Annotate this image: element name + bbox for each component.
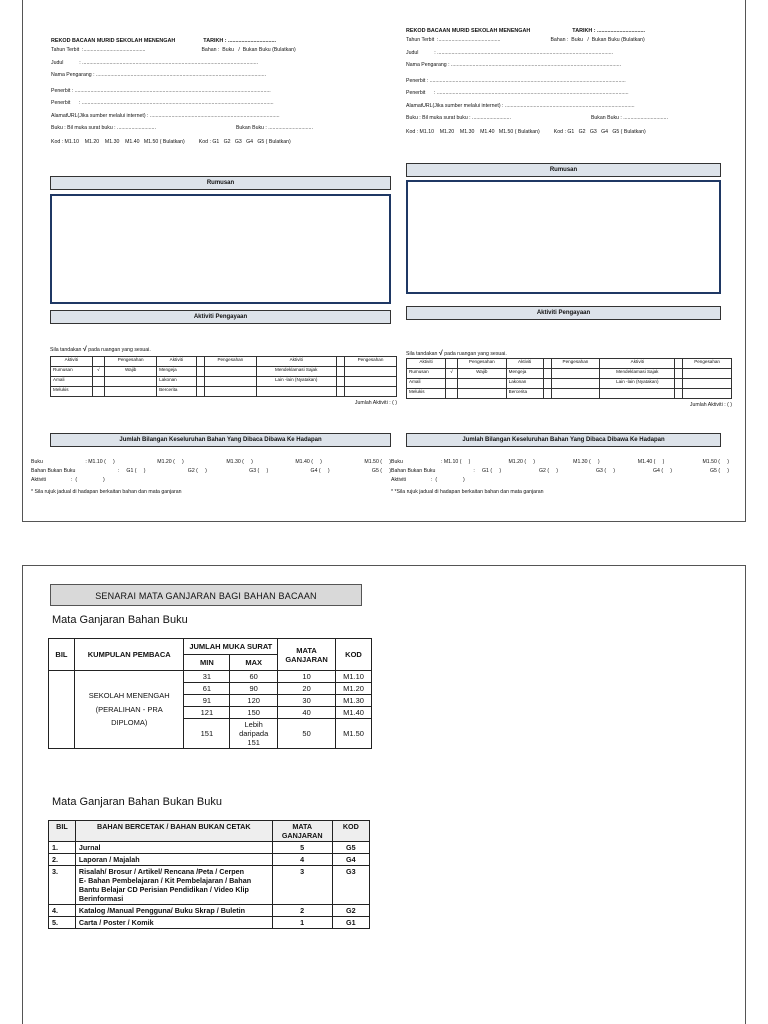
bukan-buku-field-right[interactable]: Bukan Buku : ............................... — [590, 114, 668, 121]
aktiviti-label-cell — [256, 387, 336, 397]
aktiviti-header-cell — [92, 357, 105, 367]
kod-row — [51, 139, 391, 145]
rumusan-heading-right: Rumusan — [406, 163, 721, 177]
total-cell: G2 ( ) — [187, 468, 207, 475]
aktiviti-pengayaan-heading-right: Aktiviti Pengayaan — [406, 306, 721, 320]
aktiviti-label-cell: Lakonan — [506, 379, 543, 389]
t2-kod-cell: G2 — [332, 905, 369, 917]
t1-min-cell: 31 — [184, 671, 230, 683]
aktiviti-row — [407, 369, 732, 379]
t2-bahan-cell: Risalah/ Brosur / Artikel/ Rencana /Peta / Cerpen E- Bahan Pembelajaran / Kit Pembelajaran / Bahan Bantu Belajar CD Perisian Pendidikan / Video Klip Berinformasi — [75, 866, 272, 905]
aktiviti-check-cell[interactable] — [345, 367, 397, 377]
t2-kod-cell: G5 — [332, 842, 369, 854]
aktiviti-check-cell[interactable] — [675, 369, 683, 379]
t2-bil-cell: 1. — [49, 842, 76, 854]
t1-kod-cell: M1.10 — [336, 671, 372, 683]
bil-muka-field-right[interactable]: Buku : Bil muka surat buku : ........................... — [406, 114, 511, 121]
total-cell: M1.20 ( ) — [508, 459, 536, 465]
total-cell: G3 ( ) — [595, 468, 616, 475]
t1-max-cell: 150 — [230, 707, 278, 719]
t2-bahan-cell: Laporan / Majalah — [75, 854, 272, 866]
total-cell: : M1.10 ( ) — [85, 459, 115, 465]
bil-muka-field[interactable]: Buku : Bil muka surat buku : ........................... — [51, 124, 156, 131]
sila-tandakan-text-right: Sila tandakan — [406, 351, 438, 357]
aktiviti-table — [50, 356, 397, 397]
t1-mata-cell: 30 — [278, 695, 336, 707]
totals-left — [31, 456, 391, 495]
aktiviti-table-right — [406, 358, 732, 399]
aktiviti-check-cell[interactable] — [196, 377, 204, 387]
aktiviti-check-cell[interactable] — [105, 387, 157, 397]
t2-bil-cell: 4. — [49, 905, 76, 917]
alamat-url-field-right[interactable]: AlamatURL(Jika sumber melalui internet) : .......................................................................................... — [406, 102, 635, 109]
aktiviti-check-cell[interactable] — [683, 389, 732, 399]
aktiviti-row — [407, 379, 732, 389]
total-cell: Buku — [31, 459, 43, 465]
t1-mata-cell: 10 — [278, 671, 336, 683]
check-mark-icon-right: √ — [438, 350, 443, 357]
sila-tandakan-note — [50, 346, 397, 354]
aktiviti-check-cell[interactable] — [92, 387, 105, 397]
record-form-right — [406, 0, 746, 135]
total-cell: M1.20 ( ) — [157, 459, 184, 465]
t2-bil-cell: 3. — [49, 866, 76, 905]
bahan-field-right[interactable]: Bahan : Buku / Bukan Buku (Bulatkan) — [550, 37, 645, 44]
t1-min-cell: 121 — [184, 707, 230, 719]
aktiviti-row — [51, 387, 397, 397]
rumusan-heading: Rumusan — [50, 176, 391, 190]
t1-min-cell: 61 — [184, 683, 230, 695]
total-cell: G5 ( ) — [371, 468, 391, 475]
form-title: REKOD BACAAN MURID SEKOLAH MENENGAH — [51, 38, 176, 44]
total-cell: G3 ( ) — [249, 468, 269, 475]
aktiviti-label-cell: Amali — [51, 377, 93, 387]
penerbit-field-right-1[interactable]: Penerbit : ........................................................................................................................................ — [406, 78, 626, 85]
sila-tandakan-rest-right: pada ruangan yang sesuai. — [444, 351, 507, 357]
t2-row — [49, 854, 370, 866]
aktiviti-label-cell: Lakonan — [157, 377, 196, 387]
check-mark-icon: √ — [82, 346, 87, 353]
aktiviti-label-cell: Amali — [407, 379, 446, 389]
muka-surat-row-right — [406, 115, 746, 121]
aktiviti-check-cell[interactable] — [675, 379, 683, 389]
t2-row — [49, 917, 370, 929]
total-cell: Buku — [391, 459, 403, 465]
buku-reward-table — [48, 638, 372, 749]
bukan-buku-field[interactable]: Bukan Buku : ............................... — [235, 124, 313, 131]
aktiviti-header-row — [407, 359, 732, 369]
jumlah-aktiviti-right[interactable]: Jumlah Aktiviti : ( ) — [689, 402, 732, 409]
total-aktiviti-row[interactable] — [31, 477, 391, 483]
aktiviti-header-cell — [336, 357, 344, 367]
total-cell: Aktiviti — [391, 477, 406, 484]
t1-mata-cell: 50 — [278, 719, 336, 749]
sila-tandakan-text: Sila tandakan — [50, 347, 82, 353]
t1-header-max: MAX — [230, 655, 278, 671]
aktiviti-check-cell[interactable] — [551, 379, 600, 389]
aktiviti-check-cell[interactable] — [446, 379, 458, 389]
total-cell: Bahan Bukan Buku — [391, 468, 436, 475]
rumusan-box-right[interactable] — [406, 180, 721, 294]
t2-mata-cell: 5 — [272, 842, 332, 854]
kod-m-field[interactable]: Kod : M1.10 M1.20 M1.30 M1.40 M1.50 ( Bulatkan) — [51, 139, 185, 146]
jumlah-bilangan-heading-right: Jumlah Bilangan Keseluruhan Bahan Yang Dibaca Dibawa Ke Hadapan — [406, 433, 721, 447]
kod-row-right — [406, 129, 746, 135]
total-cell: G5 ( ) — [709, 468, 729, 475]
jumlah-section-left — [50, 433, 391, 447]
aktiviti-header-cell — [196, 357, 204, 367]
judul-field-right[interactable]: Judul : .......................................................................................................................... — [406, 49, 613, 56]
total-buku-row[interactable] — [31, 459, 391, 465]
t2-row — [49, 842, 370, 854]
t2-kod-cell: G4 — [332, 854, 369, 866]
aktiviti-header-cell: Aktiviti — [157, 357, 196, 367]
sila-tandakan-rest: pada ruangan yang sesuai. — [88, 347, 151, 353]
aktiviti-pengayaan-heading: Aktiviti Pengayaan — [50, 310, 391, 324]
aktiviti-header-row — [51, 357, 397, 367]
aktiviti-check-cell[interactable] — [446, 389, 458, 399]
aktiviti-row — [51, 377, 397, 387]
aktiviti-header-cell: Aktiviti — [256, 357, 336, 367]
aktiviti-check-cell[interactable] — [204, 367, 256, 377]
t1-header-jumlah: JUMLAH MUKA SURAT — [184, 639, 278, 655]
total-bukan-buku-row[interactable] — [31, 468, 391, 474]
total-cell: : ( ) — [431, 477, 465, 484]
aktiviti-label-cell: Lain -lain (Nyatakan) — [600, 379, 675, 389]
aktiviti-check-cell[interactable] — [543, 369, 551, 379]
aktiviti-check-cell[interactable] — [105, 377, 157, 387]
aktiviti-check-cell[interactable] — [204, 387, 256, 397]
t2-kod-cell: G1 — [332, 917, 369, 929]
aktiviti-header-cell — [446, 359, 458, 369]
t1-header-kod: KOD — [336, 639, 372, 671]
total-bukan-buku-row-right[interactable] — [391, 468, 729, 474]
t1-min-cell: 91 — [184, 695, 230, 707]
aktiviti-header-cell: Aktiviti — [51, 357, 93, 367]
tahun-terbit-field-right[interactable]: Tahun Terbit :........................................... — [406, 37, 501, 44]
total-cell: Aktiviti — [31, 477, 46, 484]
form-header-right — [406, 28, 746, 34]
aktiviti-label-cell: Lain -lain (Nyatakan) — [256, 377, 336, 387]
total-cell: M1.40 ( ) — [295, 459, 322, 465]
t1-row — [49, 671, 372, 683]
jumlah-section-right — [406, 433, 721, 447]
tahun-terbit-row — [51, 47, 391, 53]
t1-max-cell: 60 — [230, 671, 278, 683]
t2-bil-cell: 5. — [49, 917, 76, 929]
nama-pengarang-field[interactable]: Nama Pengarang : ...................................................................................................................... — [51, 71, 267, 78]
t1-header-min: MIN — [184, 655, 230, 671]
aktiviti-header-cell: Aktiviti — [600, 359, 675, 369]
aktiviti-check-cell[interactable] — [683, 369, 732, 379]
aktiviti-section-right — [406, 350, 732, 409]
total-cell: M1.30 ( ) — [573, 459, 600, 465]
t1-kod-cell: M1.20 — [336, 683, 372, 695]
t2-bahan-cell: Katalog /Manual Pengguna/ Buku Skrap / Buletin — [75, 905, 272, 917]
aktiviti-check-cell[interactable] — [675, 389, 683, 399]
aktiviti-check-cell[interactable] — [204, 377, 256, 387]
aktiviti-check-cell[interactable]: √ — [92, 367, 105, 377]
t2-bahan-cell: Jurnal — [75, 842, 272, 854]
aktiviti-label-cell: Mengeja — [157, 367, 196, 377]
total-cell: G4 ( ) — [310, 468, 330, 475]
sila-tandakan-note-right — [406, 350, 732, 358]
t1-kod-cell: M1.40 — [336, 707, 372, 719]
tahun-terbit-field[interactable]: Tahun Terbit :........................................... — [51, 47, 146, 54]
aktiviti-label-cell — [600, 389, 675, 399]
t1-header-kumpulan: KUMPULAN PEMBACA — [74, 639, 184, 671]
aktiviti-header-cell: Aktiviti — [506, 359, 543, 369]
totals-right — [391, 456, 729, 495]
aktiviti-check-cell[interactable] — [345, 387, 397, 397]
aktiviti-check-cell[interactable] — [543, 389, 551, 399]
t2-bahan-cell: Carta / Poster / Komik — [75, 917, 272, 929]
bukan-buku-reward-table — [48, 820, 370, 929]
total-cell: Bahan Bukan Buku — [31, 468, 76, 475]
note-right: * *Sila rujuk jadual di hadapan berkaitan bahan dan mata ganjaran — [391, 488, 544, 495]
aktiviti-check-cell[interactable] — [457, 379, 506, 389]
penerbit-field-1[interactable]: Penerbit : ........................................................................................................................................ — [51, 88, 271, 95]
sub-bukan-buku-heading: Mata Ganjaran Bahan Bukan Buku — [52, 796, 223, 808]
total-cell: M1.50 ( ) — [364, 459, 391, 465]
aktiviti-check-cell[interactable] — [457, 389, 506, 399]
record-form-left — [29, 12, 391, 145]
total-cell: G2 ( ) — [539, 468, 559, 475]
form-header — [51, 38, 391, 44]
t2-mata-cell: 4 — [272, 854, 332, 866]
total-buku-row-right[interactable] — [391, 459, 729, 465]
t1-kod-cell: M1.50 — [336, 719, 372, 749]
aktiviti-check-cell[interactable]: Wajib — [105, 367, 157, 377]
muka-surat-row — [51, 125, 391, 131]
aktiviti-label-cell: Mendeklamasi Sajak — [600, 369, 675, 379]
note-left: * Sila rujuk jadual di hadapan berkaitan bahan dan mata ganjaran — [31, 488, 182, 495]
aktiviti-label-cell: Melukis — [51, 387, 93, 397]
senarai-title: SENARAI MATA GANJARAN BAGI BAHAN BACAAN — [50, 584, 362, 606]
aktiviti-header-cell — [675, 359, 683, 369]
t2-row — [49, 905, 370, 917]
aktiviti-header-cell: Aktiviti — [407, 359, 446, 369]
aktiviti-label-cell: Bercerita — [157, 387, 196, 397]
aktiviti-row — [407, 389, 732, 399]
t1-max-cell: 90 — [230, 683, 278, 695]
total-cell: M1.40 ( ) — [637, 459, 665, 465]
t2-mata-cell: 2 — [272, 905, 332, 917]
aktiviti-check-cell[interactable] — [196, 367, 204, 377]
form-title-right: REKOD BACAAN MURID SEKOLAH MENENGAH — [406, 28, 531, 34]
total-cell: : G1 ( ) — [473, 468, 502, 475]
aktiviti-header-cell: Pengesahan — [457, 359, 506, 369]
t2-kod-cell: G3 — [332, 866, 369, 905]
t1-mata-cell: 20 — [278, 683, 336, 695]
aktiviti-header-cell: Pengesahan — [551, 359, 600, 369]
jumlah-bilangan-heading: Jumlah Bilangan Keseluruhan Bahan Yang Dibaca Dibawa Ke Hadapan — [50, 433, 391, 447]
aktiviti-check-cell[interactable]: √ — [446, 369, 458, 379]
reward-sheet — [22, 565, 746, 1024]
rumusan-section-right — [406, 163, 721, 320]
aktiviti-check-cell[interactable] — [92, 377, 105, 387]
tarikh-field[interactable]: TARIKH : ................................ — [203, 38, 276, 44]
t1-kod-cell: M1.30 — [336, 695, 372, 707]
aktiviti-label-cell: Melukis — [407, 389, 446, 399]
jumlah-aktiviti[interactable]: Jumlah Aktiviti : ( ) — [354, 400, 397, 407]
t1-max-cell: Lebih daripada 151 — [230, 719, 278, 749]
aktiviti-label-cell: Rumusan — [51, 367, 93, 377]
tarikh-field-right[interactable]: TARIKH : ................................ — [572, 28, 645, 34]
aktiviti-check-cell[interactable]: Wajib — [457, 369, 506, 379]
kod-m-field-right[interactable]: Kod : M1.10 M1.20 M1.30 M1.40 M1.50 ( Bulatkan) — [406, 129, 540, 136]
aktiviti-check-cell[interactable] — [336, 377, 344, 387]
aktiviti-label-cell: Rumusan — [407, 369, 446, 379]
aktiviti-check-cell[interactable] — [345, 377, 397, 387]
t2-row — [49, 866, 370, 905]
aktiviti-row — [51, 367, 397, 377]
t1-mata-cell: 40 — [278, 707, 336, 719]
t2-header-kod: KOD — [332, 821, 369, 842]
aktiviti-header-cell: Pengesahan — [345, 357, 397, 367]
total-cell: M1.30 ( ) — [226, 459, 253, 465]
sub-buku-heading: Mata Ganjaran Bahan Buku — [52, 614, 188, 626]
t2-mata-cell: 3 — [272, 866, 332, 905]
t2-header-bahan: BAHAN BERCETAK / BAHAN BUKAN CETAK — [75, 821, 272, 842]
total-cell: : G1 ( ) — [117, 468, 146, 475]
tahun-terbit-row-right — [406, 37, 746, 43]
t1-group-cell: SEKOLAH MENENGAH (PERALIHAN - PRA DIPLOMA) — [74, 671, 184, 749]
t2-bil-cell: 2. — [49, 854, 76, 866]
aktiviti-label-cell: Bercerita — [506, 389, 543, 399]
nama-pengarang-field-right[interactable]: Nama Pengarang : ...................................................................................................................... — [406, 61, 622, 68]
rumusan-section-left — [50, 176, 391, 324]
kod-g-field-right[interactable]: Kod : G1 G2 G3 G4 G5 ( Bulatkan) — [553, 129, 646, 136]
aktiviti-label-cell: Mengeja — [506, 369, 543, 379]
aktiviti-check-cell[interactable] — [543, 379, 551, 389]
t2-header-bil: BIL — [49, 821, 76, 842]
aktiviti-header-cell — [543, 359, 551, 369]
aktiviti-check-cell[interactable] — [551, 389, 600, 399]
alamat-url-field[interactable]: AlamatURL(Jika sumber melalui internet) : .......................................................................................... — [51, 112, 280, 119]
penerbit-field-right-2[interactable]: Penerbit : ..................................................................................................................................... — [406, 90, 629, 97]
total-cell: : M1.10 ( ) — [440, 459, 471, 465]
record-sheet — [22, 0, 746, 522]
kod-g-field[interactable]: Kod : G1 G2 G3 G4 G5 ( Bulatkan) — [198, 139, 291, 146]
total-aktiviti-row-right[interactable] — [391, 477, 729, 483]
t1-bil-cell — [49, 671, 75, 749]
t1-header-bil: BIL — [49, 639, 75, 671]
aktiviti-section-left — [50, 346, 397, 407]
rumusan-box[interactable] — [50, 194, 391, 304]
total-cell: : ( ) — [71, 477, 105, 484]
aktiviti-check-cell[interactable] — [196, 387, 204, 397]
t1-max-cell: 120 — [230, 695, 278, 707]
t2-header-mata: MATA GANJARAN — [272, 821, 332, 842]
aktiviti-label-cell: Mendeklamasi Sajak — [256, 367, 336, 377]
bahan-field[interactable]: Bahan : Buku / Bukan Buku (Bulatkan) — [201, 47, 296, 54]
aktiviti-check-cell[interactable] — [551, 369, 600, 379]
aktiviti-check-cell[interactable] — [336, 387, 344, 397]
judul-field[interactable]: Judul : .......................................................................................................................... — [51, 59, 258, 66]
penerbit-field-2[interactable]: Penerbit : ..................................................................................................................................... — [51, 100, 274, 107]
aktiviti-check-cell[interactable] — [336, 367, 344, 377]
aktiviti-header-cell: Pengesahan — [683, 359, 732, 369]
aktiviti-header-cell: Pengesahan — [204, 357, 256, 367]
aktiviti-check-cell[interactable] — [683, 379, 732, 389]
total-cell: G4 ( ) — [652, 468, 672, 475]
aktiviti-header-cell: Pengesahan — [105, 357, 157, 367]
t1-header-mata: MATA GANJARAN — [278, 639, 336, 671]
total-cell: M1.50 ( ) — [702, 459, 729, 465]
t2-mata-cell: 1 — [272, 917, 332, 929]
t1-min-cell: 151 — [184, 719, 230, 749]
